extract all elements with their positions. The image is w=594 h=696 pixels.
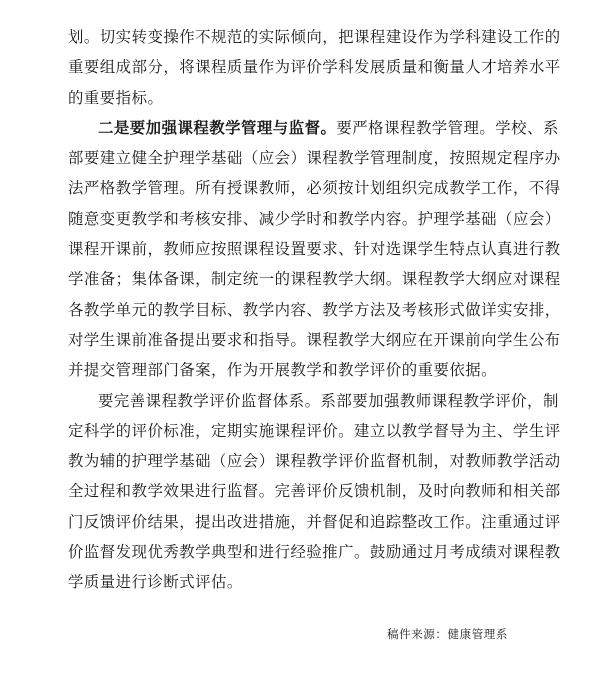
paragraph-line: 教为辅的护理学基础（应会）课程教学评价监督机制，对教师教学活动 <box>68 452 561 471</box>
paragraph-line: 并提交管理部门备案，作为开展教学和教学评价的重要依据。 <box>68 361 498 380</box>
paragraph-text: 要严格课程教学管理。学校、系 <box>336 118 559 137</box>
paragraph-line: 门反馈评价结果，提出改进措施，并督促和追踪整改工作。注重通过评 <box>68 512 561 531</box>
paragraph-line <box>68 113 559 143</box>
paragraph-line: 部要建立健全护理学基础（应会）课程教学管理制度，按照规定程序办 <box>68 149 561 168</box>
article-source: 稿件来源：健康管理系 <box>387 627 508 641</box>
paragraph-line: 的重要指标。 <box>68 88 164 107</box>
paragraph-3 <box>68 386 561 598</box>
paragraph-line: 价监督发现优秀教学典型和进行经验推广。鼓励通过月考成绩对课程教 <box>68 543 561 562</box>
paragraph-line: 随意变更教学和考核安排、减少学时和教学内容。护理学基础（应会） <box>68 209 561 228</box>
paragraph-1 <box>68 22 561 113</box>
paragraph-line: 要完善课程教学评价监督体系。系部要加强教师课程教学评价，制 <box>98 391 559 410</box>
paragraph-line: 法严格教学管理。所有授课教师，必须按计划组织完成教学工作，不得 <box>68 179 561 198</box>
paragraph-line: 对学生课前准备提出要求和指导。课程教学大纲应在开课前向学生公布 <box>68 330 561 349</box>
section-heading: 二是要加强课程教学管理与监督。 <box>98 118 337 137</box>
paragraph-line: 学准备；集体备课，制定统一的课程教学大纲。课程教学大纲应对课程 <box>68 270 561 289</box>
paragraph-line: 定科学的评价标准，定期实施课程评价。建立以教学督导为主、学生评 <box>68 421 561 440</box>
paragraph-line: 课程开课前，教师应按照课程设置要求、针对选课学生特点认真进行教 <box>68 240 561 259</box>
paragraph-2 <box>68 113 561 386</box>
paragraph-line: 全过程和教学效果进行监督。完善评价反馈机制，及时向教师和相关部 <box>68 482 561 501</box>
paragraph-line: 各教学单元的教学目标、教学内容、教学方法及考核形式做详实安排， <box>68 300 561 319</box>
paragraph-line: 重要组成部分，将课程质量作为评价学科发展质量和衡量人才培养水平 <box>68 58 561 77</box>
paragraph-line: 划。切实转变操作不规范的实际倾向，把课程建设作为学科建设工作的 <box>68 28 561 46</box>
paragraph-line: 学质量进行诊断式评估。 <box>68 573 243 592</box>
